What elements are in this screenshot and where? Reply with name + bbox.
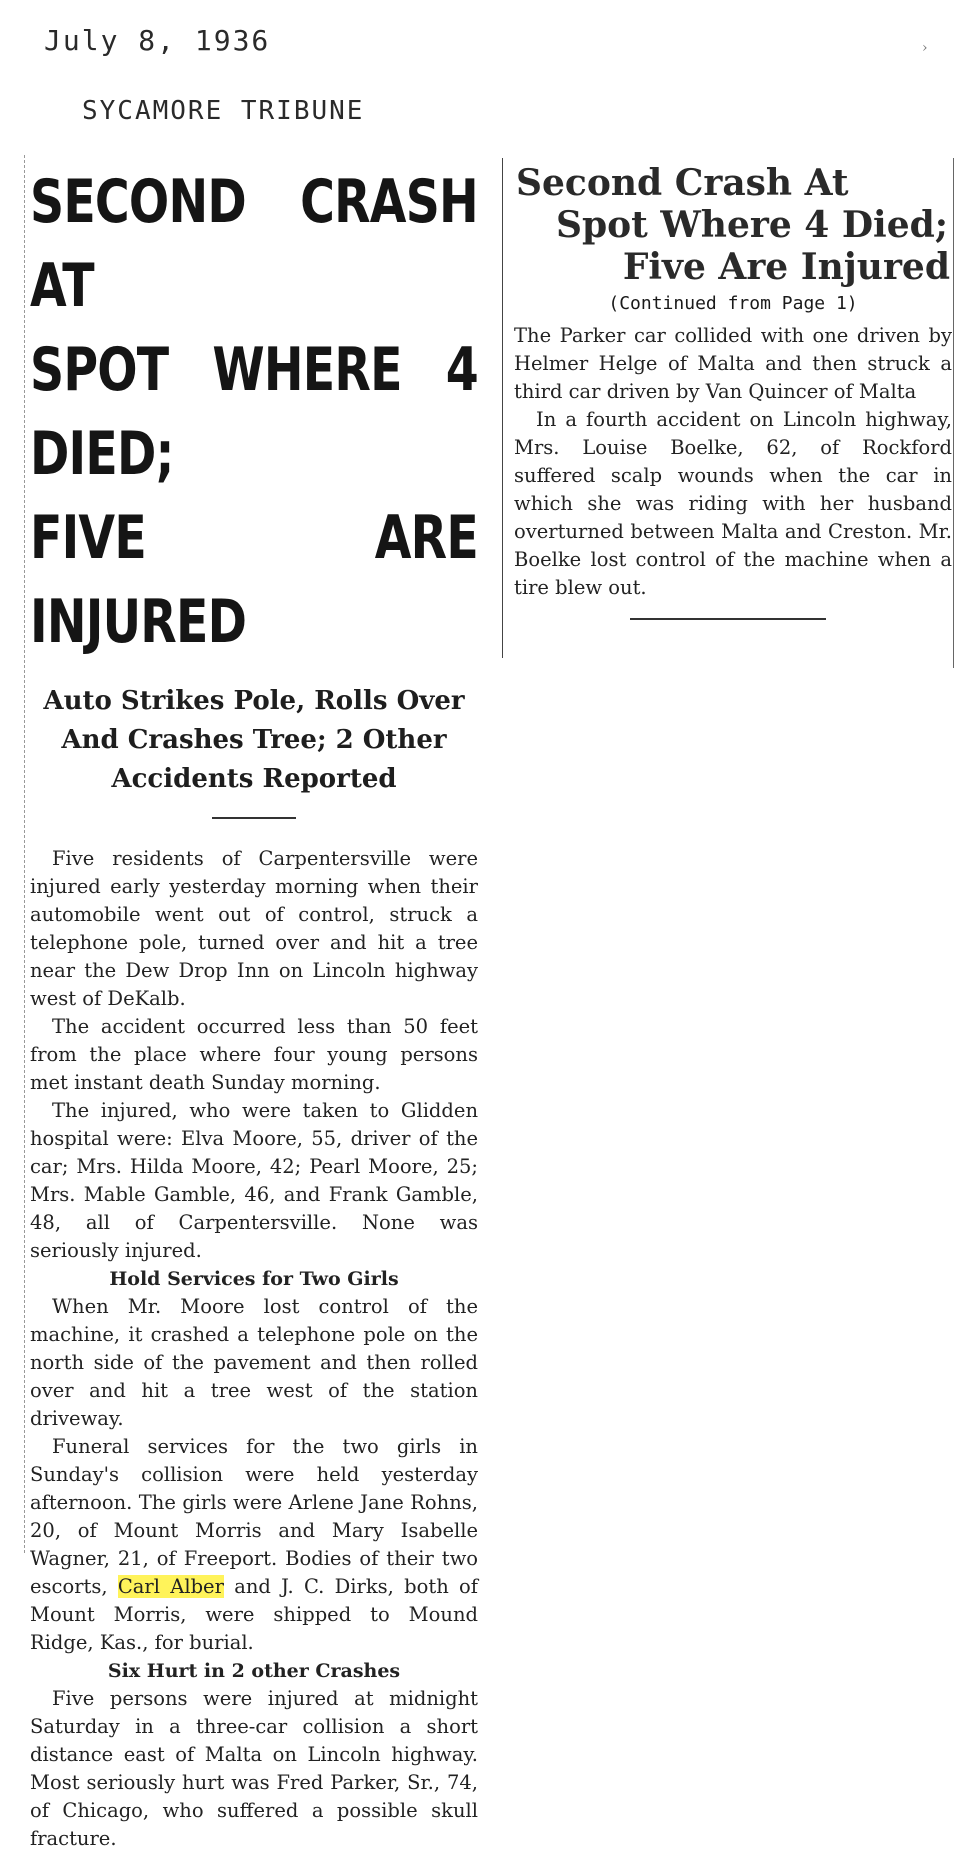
main-headline <box>30 160 478 664</box>
column-divider <box>502 158 503 658</box>
paragraph: The Parker car collided with one driven by Helmer Helge of Malta and then struck a third car driven by Van Quincer of Malta <box>514 324 952 403</box>
end-rule <box>630 618 826 620</box>
paragraph: Five persons were injured at midnight Saturday in a three-car collision a short distance east of Malta on Lincoln highway. Most seriously hurt was Fred Parker, Sr., 74, of Chicago, who suffered a possible skull fracture. <box>30 1687 478 1850</box>
article-body <box>30 845 478 1853</box>
deck-line: Auto Strikes Pole, Rolls Over <box>43 686 465 716</box>
text-run: Funeral services for the two girls in Sunday's collision were held yesterday afternoon. The girls were Arlene Jane Rohns, 20, of Mount Morris and Mary Isabelle Wagner, 21, of Freeport. Bodies of their two escorts, <box>30 1435 478 1598</box>
subhead-crashes: Six Hurt in 2 other Crashes <box>107 1660 401 1682</box>
headline-line: Second Crash At <box>516 162 849 204</box>
newspaper-name: SYCAMORE TRIBUNE <box>82 96 365 126</box>
paragraph: The injured, who were taken to Glidden hospital were: Elva Moore, 55, driver of the car; Mrs. Hilda Moore, 42; Pearl Moore, 25; Mrs. Mable Gamble, 46, and Frank Gamble, 48, all of Carpentersville. None was seriously injured. <box>30 1099 478 1262</box>
clipping-date: July 8, 1936 <box>44 24 271 57</box>
continued-headline <box>514 162 952 288</box>
paragraph: Five residents of Carpentersville were injured early yesterday morning when their automobile went out of control, struck a telephone pole, turned over and hit a tree near the Dew Drop Inn on Lincoln highway west of DeKalb. <box>30 847 478 1010</box>
section-rule <box>212 817 296 819</box>
deck-line: And Crashes Tree; 2 Other <box>61 725 447 755</box>
headline-line: SPOT WHERE 4 DIED; <box>30 335 478 489</box>
headline-line: Five Are Injured <box>622 246 950 288</box>
funeral-paragraph <box>30 1433 478 1657</box>
left-column-rule <box>24 155 25 1553</box>
paragraph: When Mr. Moore lost control of the machine, it crashed a telephone pole on the north side of the pavement and then rolled over and hit a tree west of the station driveway. <box>30 1295 478 1430</box>
highlighted-name: Carl Alber <box>117 1575 224 1598</box>
scan-mark: › <box>922 40 928 56</box>
headline-line: SECOND CRASH AT <box>30 167 478 321</box>
subhead-services: Hold Services for Two Girls <box>109 1268 399 1290</box>
headline-line: Spot Where 4 Died; <box>556 204 949 246</box>
right-column-rule <box>953 158 954 668</box>
headline-line: FIVE ARE INJURED <box>30 503 478 657</box>
deck-line: Accidents Reported <box>111 764 397 794</box>
paragraph: In a fourth accident on Lincoln highway, Mrs. Louise Boelke, 62, of Rockford suffered scalp wounds when the car in which she was riding with her husband overturned between Malta and Creston. Mr. Boelke lost control of the machine when a tire blew out. <box>514 408 952 599</box>
right-article <box>514 162 952 620</box>
article-body <box>514 322 952 602</box>
paragraph: The accident occurred less than 50 feet from the place where four young persons met instant death Sunday morning. <box>30 1015 478 1094</box>
continued-note: (Continued from Page 1) <box>608 293 858 314</box>
left-article <box>30 160 478 1853</box>
deck-headline <box>30 682 478 799</box>
text-run: and J. C. Dirks, both of Mount Morris, were shipped to Mound Ridge, Kas., for burial. <box>30 1575 478 1654</box>
